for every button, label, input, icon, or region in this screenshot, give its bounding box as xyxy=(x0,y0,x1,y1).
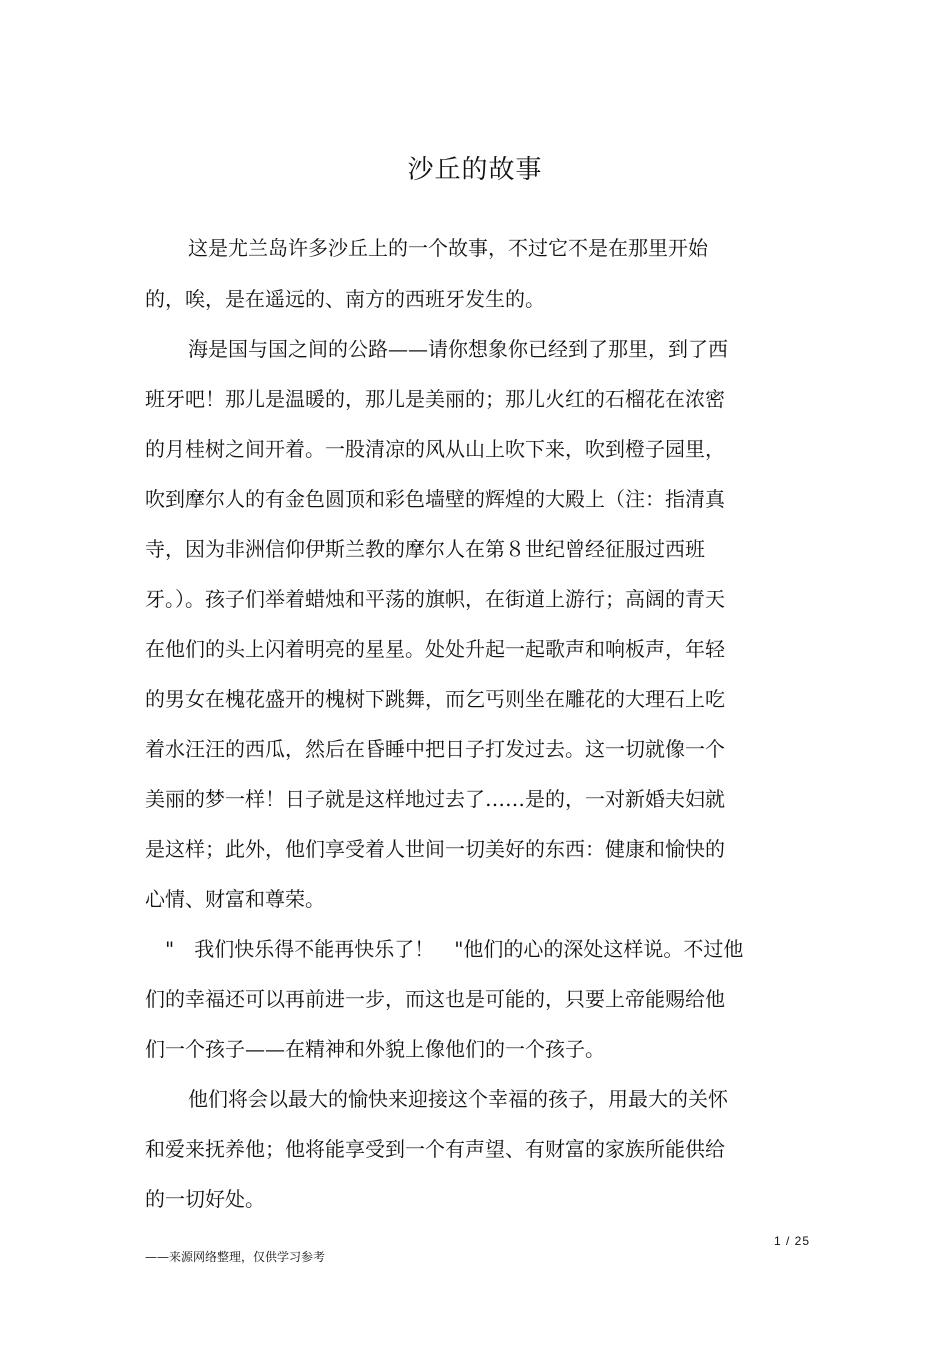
text-line: 这是尤兰岛许多沙丘上的一个故事，不过它不是在那里开始 xyxy=(188,236,708,260)
text-line: 们的幸福还可以再前进一步，而这也是可能的，只要上帝能赐给他 xyxy=(145,987,725,1011)
text-line: 吹到摩尔人的有金色圆顶和彩色墙壁的辉煌的大殿上（注：指清真 xyxy=(145,487,725,511)
page-number: 1 / 25 xyxy=(773,1234,810,1248)
text-line: 的，唉，是在遥远的、南方的西班牙发生的。 xyxy=(145,287,545,311)
text-line: 牙。）。孩子们举着蜡烛和平荡的旗帜，在街道上游行；高阔的青天 xyxy=(145,587,725,611)
text-line: 心情、财富和尊荣。 xyxy=(145,887,325,911)
text-line: 他们将会以最大的愉快来迎接这个幸福的孩子，用最大的关怀 xyxy=(188,1087,728,1111)
text-line: 着水汪汪的西瓜，然后在昏睡中把日子打发过去。这一切就像一个 xyxy=(145,737,725,761)
text-line: 的男女在槐花盛开的槐树下跳舞，而乞丐则坐在雕花的大理石上吃 xyxy=(145,687,725,711)
text-line: 美丽的梦一样！日子就是这样地过去了……是的，一对新婚夫妇就 xyxy=(145,787,725,811)
text-line: 的一切好处。 xyxy=(145,1187,265,1211)
text-line: " 我们快乐得不能再快乐了！ "他们的心的深处这样说。不过他 xyxy=(165,937,744,961)
text-line: 和爱来抚养他；他将能享受到一个有声望、有财富的家族所能供给 xyxy=(145,1137,725,1161)
text-line: 是这样；此外，他们享受着人世间一切美好的东西：健康和愉快的 xyxy=(145,837,725,861)
footer-note: ——来源网络整理，仅供学习参考 xyxy=(145,1250,326,1264)
document-title: 沙丘的故事 xyxy=(407,155,543,185)
text-line: 海是国与国之间的公路——请你想象你已经到了那里，到了西 xyxy=(188,337,728,361)
text-line: 班牙吧！那儿是温暖的，那儿是美丽的；那儿火红的石榴花在浓密 xyxy=(145,387,725,411)
text-line: 的月桂树之间开着。一股清凉的风从山上吹下来，吹到橙子园里， xyxy=(145,437,725,461)
text-line: 在他们的头上闪着明亮的星星。处处升起一起歌声和响板声，年轻 xyxy=(145,637,725,661)
text-line: 寺，因为非洲信仰伊斯兰教的摩尔人在第８世纪曾经征服过西班 xyxy=(145,537,705,561)
text-line: 们一个孩子——在精神和外貌上像他们的一个孩子。 xyxy=(145,1037,605,1061)
